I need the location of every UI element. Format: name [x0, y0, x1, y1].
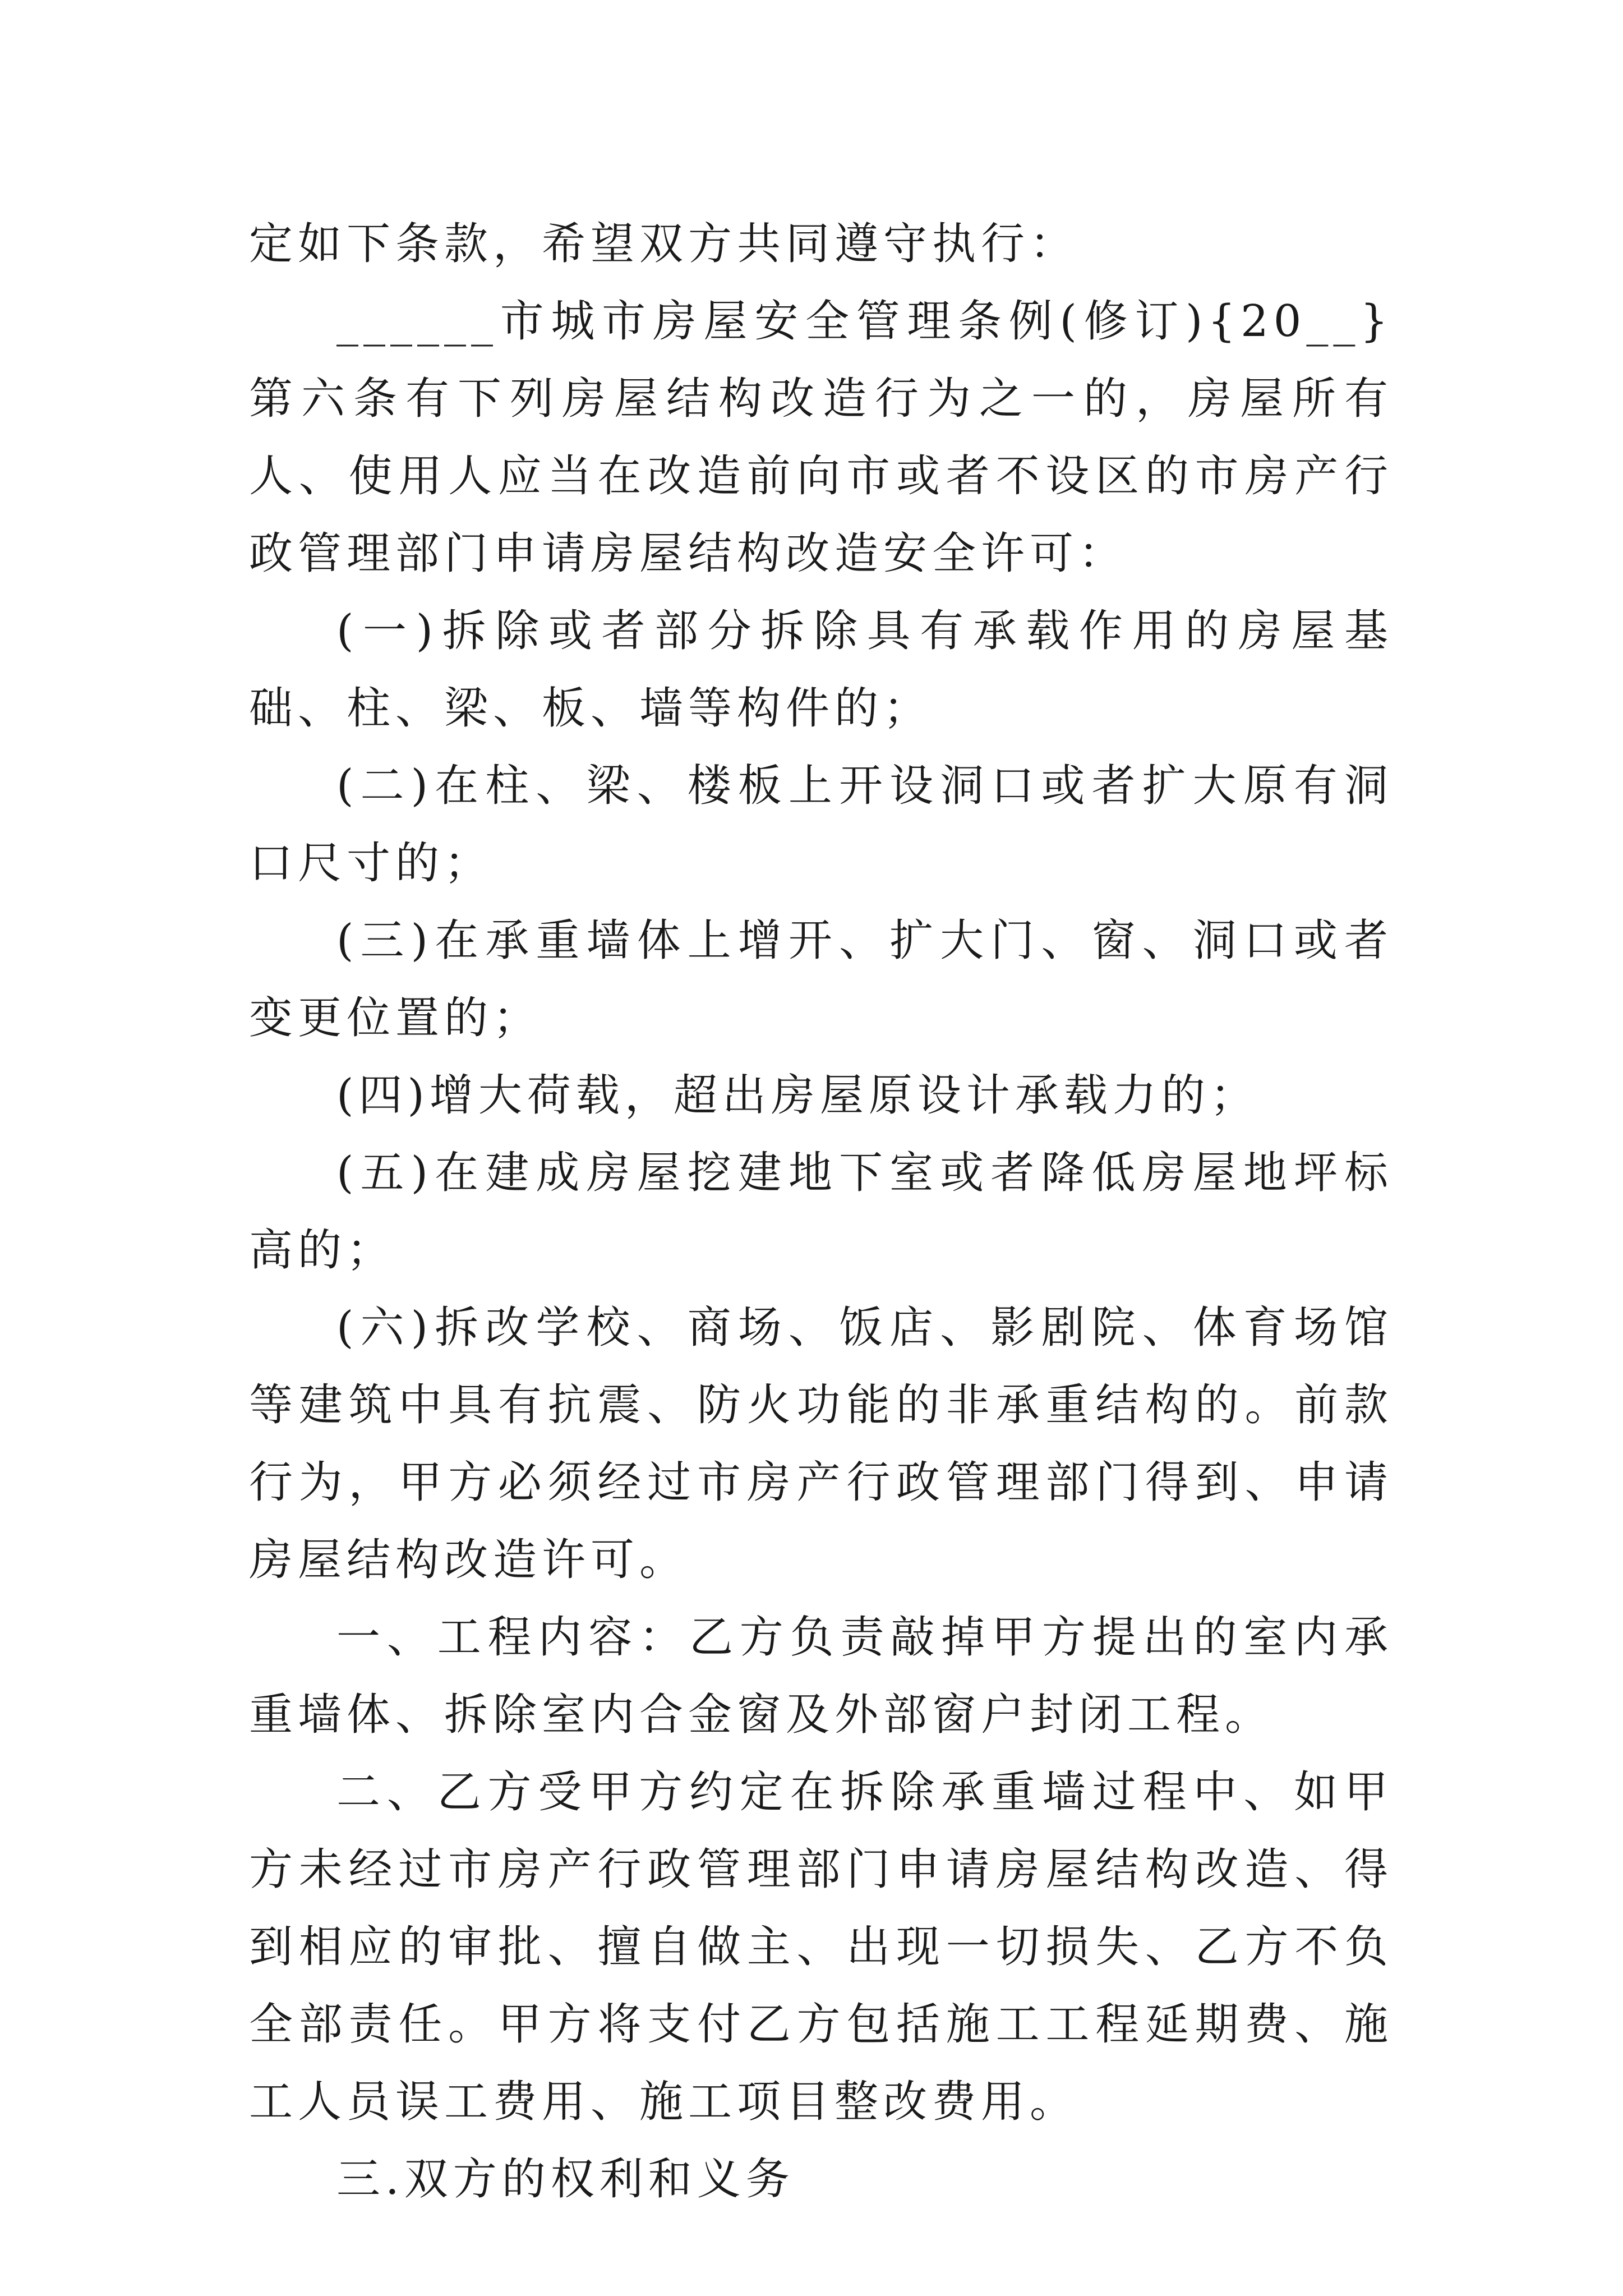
clause-1-work-content: 一、工程内容：乙方负责敲掉甲方提出的室内承重墙体、拆除室内合金窗及外部窗户封闭工程。 [249, 1612, 1393, 1740]
paragraph-intro-continuation: 定如下条款，希望双方共同遵守执行： [249, 219, 1079, 269]
list-item-6: (六)拆改学校、商场、饭店、影剧院、体育场馆等建筑中具有抗震、防火功能的非承重结构的。前款行为，甲方必须经过市房产行政管理部门得到、申请房屋结构改造许可。 [249, 1303, 1393, 1585]
clause-3-heading: 三.双方的权利和义务 [336, 2154, 795, 2205]
clause-2-liability: 二、乙方受甲方约定在拆除承重墙过程中、如甲方未经过市房产行政管理部门申请房屋结构改造、得到相应的审批、擅自做主、出现一切损失、乙方不负全部责任。甲方将支付乙方包括施工工程延期费、施工人员误工费用、施工项目整改费用。 [249, 1767, 1393, 2127]
list-item-4: (四)增大荷载，超出房屋原设计承载力的； [336, 1070, 1259, 1121]
list-item-2: (二)在柱、梁、楼板上开设洞口或者扩大原有洞口尺寸的； [249, 761, 1393, 889]
paragraph-regulation-article: ______市城市房屋安全管理条例(修订){20__}第六条有下列房屋结构改造行为之一的，房屋所有人、使用人应当在改造前向市或者不设区的市房产行政管理部门申请房屋结构改造安全许可： [249, 296, 1393, 579]
list-item-3: (三)在承重墙体上增开、扩大门、窗、洞口或者变更位置的； [249, 915, 1393, 1043]
list-item-5: (五)在建成房屋挖建地下室或者降低房屋地坪标高的； [249, 1148, 1393, 1276]
document-body [249, 205, 1393, 2218]
list-item-1: (一)拆除或者部分拆除具有承载作用的房屋基础、柱、梁、板、墙等构件的； [249, 606, 1393, 734]
